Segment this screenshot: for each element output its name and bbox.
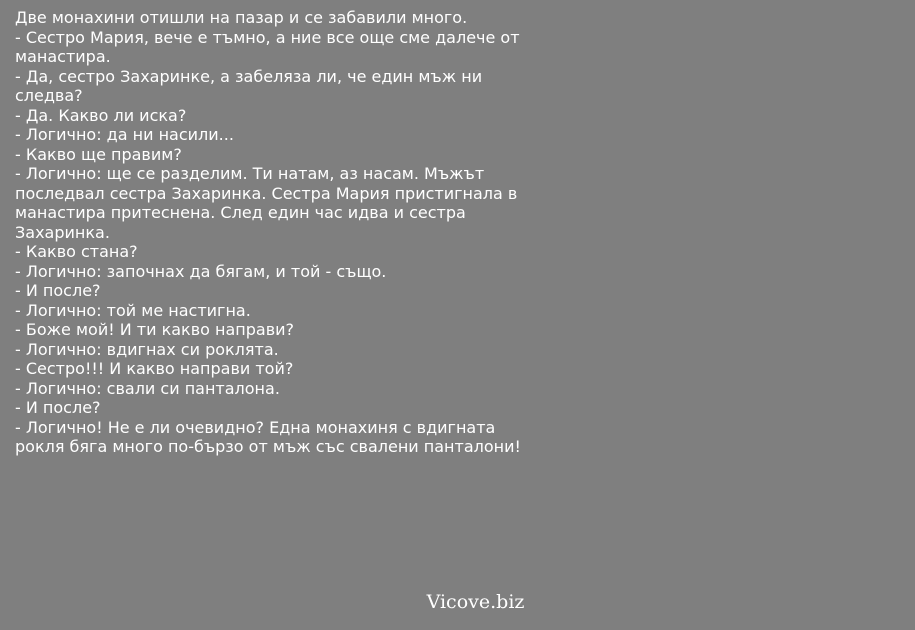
joke-line: - Логично: той ме настигна. [15,300,251,320]
joke-line: манастира притеснена. След един час идва и сестра [15,203,466,222]
joke-line: - Какво стана? [15,242,138,261]
joke-line: рокля бяга много по-бързо от мъж със свалени панталони! [15,437,521,456]
joke-text [15,8,575,457]
joke-line: - Логично: да ни насили... [15,125,234,144]
joke-line: - Сестро Мария, вече е тъмно, а ние все още сме далече от [15,27,520,47]
joke-line: последвал сестра Захаринка. Сестра Мария пристигнала в [15,183,518,203]
joke-line: Две монахини отишли на пазар и се забавили много. [15,8,468,27]
joke-line: - Да, сестро Захаринке, а забеляза ли, че един мъж ни [15,66,483,86]
joke-line: - Логично: ще се разделим. Ти натам, аз насам. Мъжът [15,164,485,183]
joke-line: Захаринка. [15,222,110,242]
joke-line: - Логично: свали си панталона. [15,378,280,398]
joke-line: - И после? [15,281,101,300]
joke-line: - Логично: вдигнах си роклята. [15,339,279,359]
site-watermark: Vicove.biz [426,591,525,613]
joke-line: - Логично: започнах да бягам, и той - също. [15,261,387,281]
joke-line: - Да. Какво ли иска? [15,105,187,125]
joke-line: - Какво ще правим? [15,144,182,164]
joke-line: - Боже мой! И ти какво направи? [15,320,295,339]
joke-line: манастира. [15,47,111,66]
joke-line: - И после? [15,398,101,417]
joke-line: следва? [15,86,83,105]
joke-line: - Логично! Не е ли очевидно? Една монахиня с вдигната [15,417,496,437]
joke-line: - Сестро!!! И какво направи той? [15,359,294,378]
